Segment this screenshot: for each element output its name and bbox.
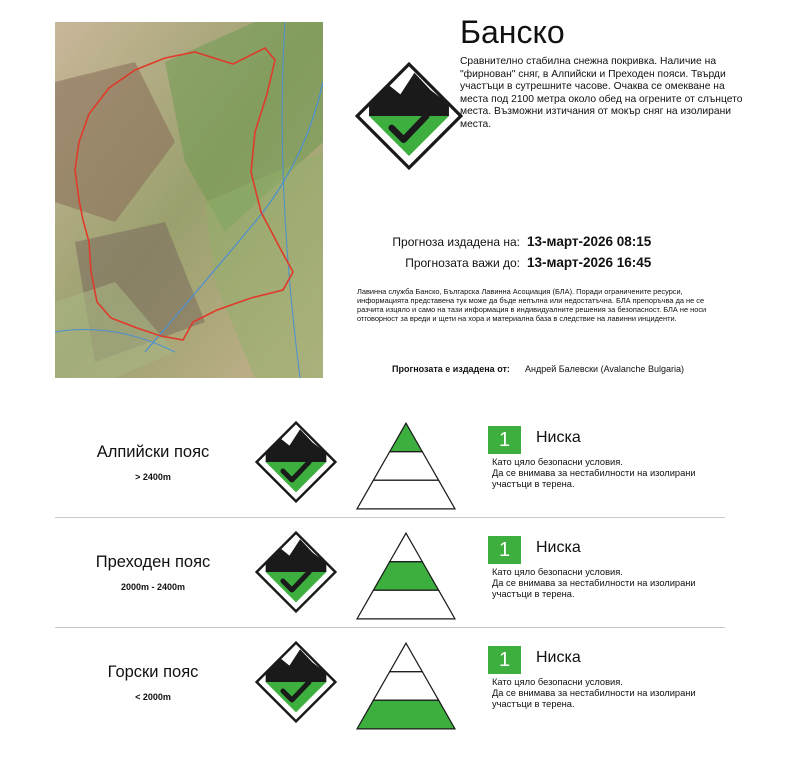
danger-description [492,677,732,711]
summary-text: Сравнително стабилна снежна покривка. Наличие на "фирнован" сняг, в Алпийски и Преходен пояси. Твърди участъци в сутрешните часове. Очаква се омекване на места под 2100 метра около обед на огрените от слънцето места. Възможни изтичания от мокър сняг на изолирани места. [460,56,743,130]
zone-name: Алпийски пояс [96,443,210,461]
area-map [55,22,323,378]
zone-name: Горски пояс [107,663,199,681]
page-title: Банско [460,14,565,50]
valid-value: 13-март-2026 16:45 [527,255,652,270]
danger-level-name: Ниска [536,649,581,666]
elevation-pyramid [355,421,457,511]
description-line: Да се внимава за нестабилности на изолирани участъци в терена. [492,578,696,600]
danger-level-1-icon [255,641,337,723]
danger-level-1-icon [255,421,337,503]
disclaimer-text: Лавинна служба Банско, Българска Лавинна Асоциация (БЛА). Поради ограничените ресурси, информацията представена тук може да бъде непълна или недостатъчна. БЛА препоръчва да не се разчита изцяло и само на тази информация в индивидуалните решения за безопасност. БЛА не носи отговорност за вреди и щети на хора и материална база в следствие на лавинни инциденти. [357,287,707,324]
description-line: Да се внимава за нестабилности на изолирани участъци в терена. [492,468,696,490]
author-label: Прогнозата е издадена от: [392,364,510,374]
issued-value: 13-март-2026 08:15 [527,234,652,249]
issued-label: Прогноза издадена на: [392,235,520,249]
danger-level-name: Ниска [536,429,581,446]
description-line: Като цяло безопасни условия. [492,567,623,577]
zone-elevation-range: 2000m - 2400m [120,582,186,592]
danger-description [492,457,732,491]
danger-level-1-icon [255,531,337,613]
valid-label: Прогнозата важи до: [405,256,520,270]
description-line: Да се внимава за нестабилности на изолирани участъци в терена. [492,688,696,710]
danger-level-badge: 1 [488,536,521,564]
danger-description [492,567,732,601]
danger-level-1-icon [355,62,463,170]
divider [55,627,725,628]
danger-level-badge: 1 [488,646,521,674]
zone-elevation-range: > 2400m [135,472,171,482]
author-value: Андрей Балевски (Avalanche Bulgaria) [525,364,684,374]
danger-level-name: Ниска [536,539,581,556]
elevation-pyramid [355,531,457,621]
zone-elevation-range: < 2000m [135,692,171,702]
description-line: Като цяло безопасни условия. [492,457,623,467]
divider [55,517,725,518]
zone-name: Преходен пояс [95,553,211,571]
elevation-pyramid [355,641,457,731]
description-line: Като цяло безопасни условия. [492,677,623,687]
danger-level-badge: 1 [488,426,521,454]
